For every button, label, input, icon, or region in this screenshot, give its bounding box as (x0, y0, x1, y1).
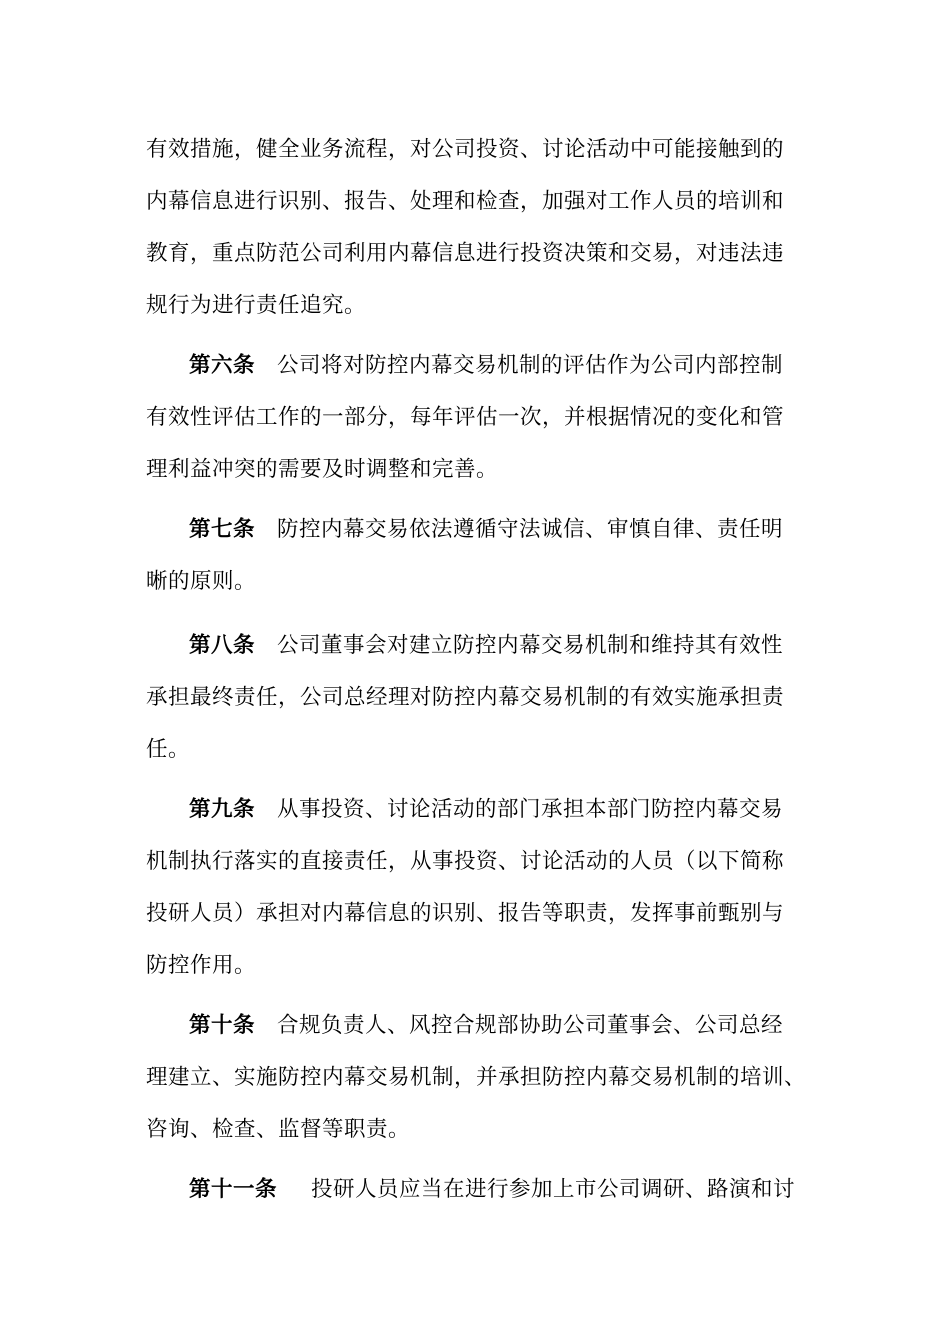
text-line: 有效性评估工作的一部分，每年评估一次，并根据情况的变化和管 (146, 405, 785, 430)
text-line (146, 784, 806, 836)
article-11 (146, 1164, 806, 1216)
text-line: 机制执行落实的直接责任，从事投资、讨论活动的人员（以下简称 (146, 849, 785, 874)
article-number: 第七条 (189, 517, 256, 542)
article-number: 第十条 (189, 1013, 256, 1038)
text-line: 规行为进行责任追究。 (146, 293, 367, 318)
article-8 (146, 620, 806, 776)
text-line: 教育，重点防范公司利用内幕信息进行投资决策和交易，对违法违 (146, 241, 785, 266)
text-line: 防控作用。 (146, 953, 257, 978)
text-line: 理建立、实施防控内幕交易机制，并承担防控内幕交易机制的培训、 (146, 1065, 807, 1090)
text-line (146, 1164, 806, 1216)
text-line: 晰的原则。 (146, 569, 257, 594)
article-9 (146, 784, 806, 992)
article-text: 公司董事会对建立防控内幕交易机制和维持其有效性 (277, 633, 784, 658)
text-line: 理利益冲突的需要及时调整和完善。 (146, 457, 499, 482)
article-text: 合规负责人、风控合规部协助公司董事会、公司总经 (277, 1013, 784, 1038)
text-line: 内幕信息进行识别、报告、处理和检查，加强对工作人员的培训和 (146, 189, 785, 214)
paragraph-continuation (146, 124, 806, 332)
text-line: 咨询、检查、监督等职责。 (146, 1117, 411, 1142)
article-number: 第六条 (189, 353, 256, 378)
text-line: 投研人员）承担对内幕信息的识别、报告等职责，发挥事前甄别与 (146, 901, 785, 926)
text-line (146, 504, 806, 556)
text-line (146, 620, 806, 672)
article-text: 防控内幕交易依法遵循守法诚信、审慎自律、责任明 (277, 517, 784, 542)
article-text: 从事投资、讨论活动的部门承担本部门防控内幕交易 (277, 797, 784, 822)
article-number: 第九条 (189, 797, 256, 822)
text-line (146, 1000, 806, 1052)
text-line: 承担最终责任，公司总经理对防控内幕交易机制的有效实施承担责 (146, 685, 785, 710)
text-line: 有效措施，健全业务流程，对公司投资、讨论活动中可能接触到的 (146, 137, 785, 162)
article-6 (146, 340, 806, 496)
article-number: 第十一条 (189, 1177, 278, 1202)
text-line (146, 340, 806, 392)
article-7 (146, 504, 806, 608)
article-text: 公司将对防控内幕交易机制的评估作为公司内部控制 (277, 353, 784, 378)
article-number: 第八条 (189, 633, 256, 658)
article-10 (146, 1000, 806, 1156)
text-line: 任。 (146, 737, 191, 762)
article-text: 投研人员应当在进行参加上市公司调研、路演和讨 (311, 1177, 796, 1202)
